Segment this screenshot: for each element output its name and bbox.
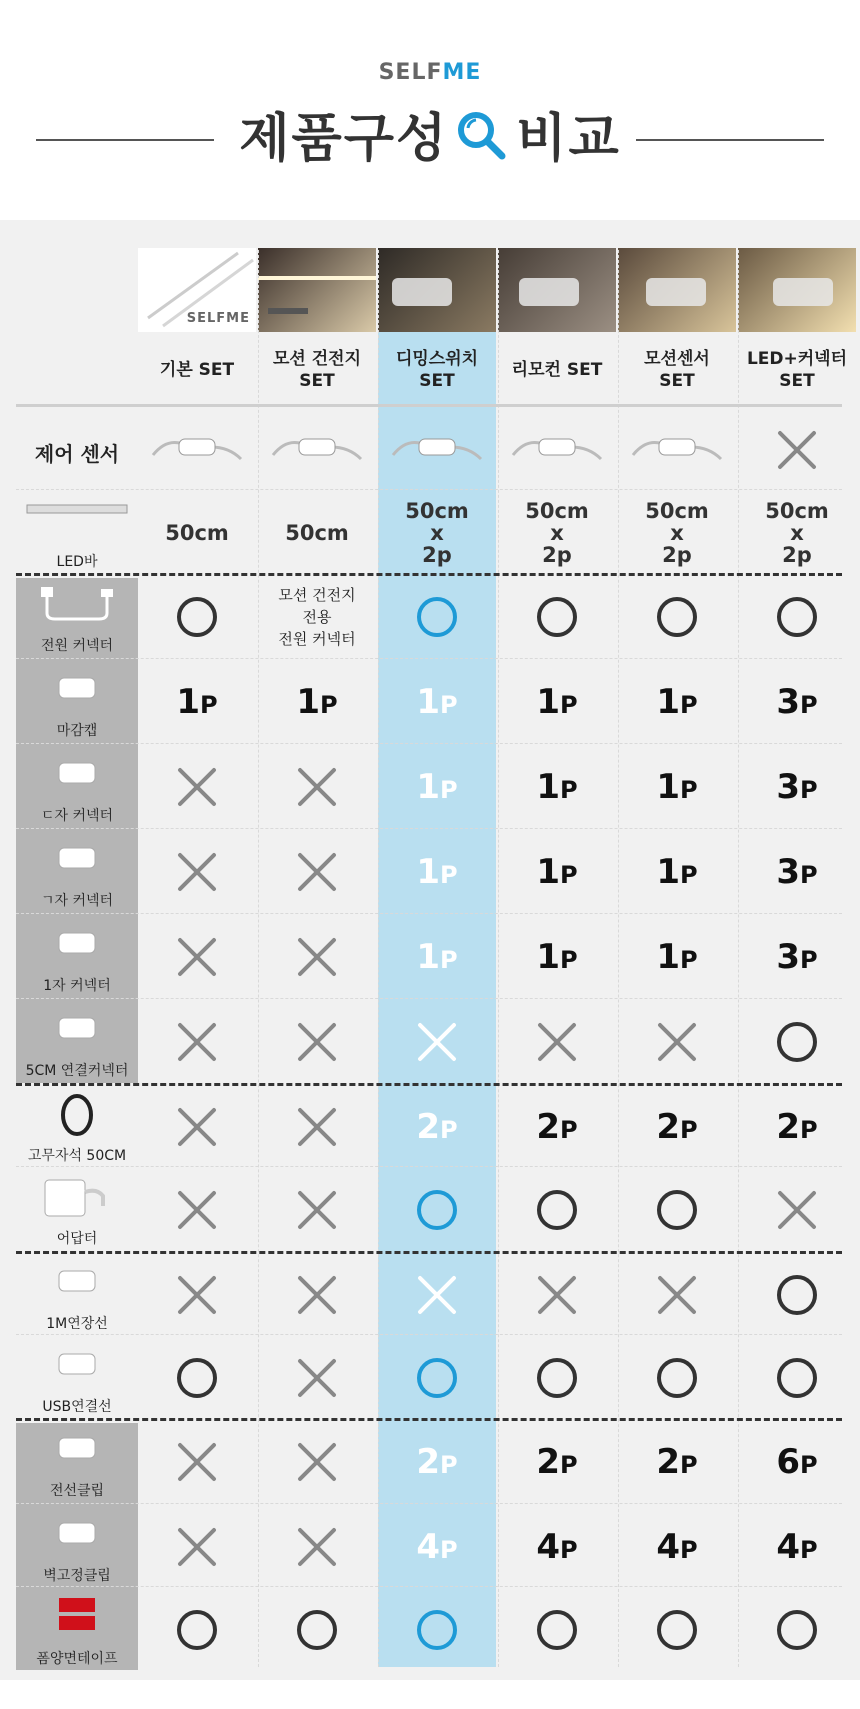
- cell: [738, 1253, 856, 1337]
- header: [0, 0, 860, 220]
- row-label: ㄷ자 커넥터: [40, 808, 114, 824]
- cell: [498, 408, 616, 492]
- brand-logo: SELFME: [378, 60, 482, 85]
- cell: [618, 1000, 736, 1084]
- cross-icon: [175, 1188, 219, 1232]
- cross-icon: [655, 1020, 699, 1064]
- cell: [738, 745, 856, 829]
- cell: [258, 1505, 376, 1589]
- product-name-6: LED+커넥터 SET: [746, 349, 848, 391]
- page-title: [0, 96, 860, 171]
- cell: [378, 1253, 496, 1337]
- cell: [258, 1336, 376, 1420]
- cell: [138, 1000, 256, 1084]
- quantity-value: 3P: [776, 937, 818, 977]
- cell: [618, 1336, 736, 1420]
- usb-cable-icon: [16, 1344, 138, 1384]
- wire-clip-icon: [16, 1428, 138, 1468]
- length-value: 50cm: [285, 521, 349, 545]
- cell: [498, 1253, 616, 1337]
- quantity-value: 1P: [656, 937, 698, 977]
- circle-icon: [177, 1358, 217, 1398]
- cross-icon: [415, 1020, 459, 1064]
- cell: [498, 1085, 616, 1169]
- product-name-5: 모션센서 SET: [644, 349, 710, 391]
- cell: [378, 575, 496, 659]
- circle-icon: [417, 597, 457, 637]
- note-text: 모션 건전지 전용 전원 커넥터: [278, 586, 356, 648]
- cell: [258, 915, 376, 999]
- cell: [498, 1000, 616, 1084]
- quantity-value: 6P: [776, 1442, 818, 1482]
- 5cm-connector-icon: [16, 1008, 138, 1048]
- row-label: 1M연장선: [46, 1316, 108, 1332]
- cell: [618, 1505, 736, 1589]
- cell: [738, 1420, 856, 1504]
- product-image-3: [378, 248, 496, 332]
- cell: [618, 408, 736, 492]
- cross-icon: [295, 1105, 339, 1149]
- cell: [378, 660, 496, 744]
- quantity-value: 1P: [536, 852, 578, 892]
- quantity-value: 2P: [416, 1107, 458, 1147]
- row-label: 5CM 연결커넥터: [25, 1063, 129, 1079]
- cell: [138, 915, 256, 999]
- cell: [138, 830, 256, 914]
- cell: [738, 1336, 856, 1420]
- cross-icon: [295, 1440, 339, 1484]
- quantity-value: 4P: [776, 1527, 818, 1567]
- product-image-2: [258, 248, 376, 332]
- circle-icon: [417, 1358, 457, 1398]
- cell: [378, 745, 496, 829]
- circle-icon: [537, 1610, 577, 1650]
- cell: [378, 408, 496, 492]
- title-left: 제품구성: [239, 109, 449, 169]
- product-image-5: [618, 248, 736, 332]
- cross-icon: [415, 1273, 459, 1317]
- cell: [378, 491, 496, 575]
- cross-icon: [175, 850, 219, 894]
- quantity-value: 2P: [536, 1107, 578, 1147]
- quantity-value: 1P: [416, 937, 458, 977]
- cell: [258, 1000, 376, 1084]
- cell: [258, 660, 376, 744]
- cell: [618, 745, 736, 829]
- cell: [378, 1000, 496, 1084]
- cell: [258, 1253, 376, 1337]
- length-value: 50cm x 2p: [405, 499, 469, 567]
- length-value: 50cm x 2p: [525, 499, 589, 567]
- circle-icon: [537, 1190, 577, 1230]
- quantity-value: 3P: [776, 682, 818, 722]
- quantity-value: 1P: [536, 937, 578, 977]
- cell: [498, 491, 616, 575]
- cell: [138, 1168, 256, 1252]
- row-label: 마감캡: [56, 723, 98, 739]
- cell: [138, 1336, 256, 1420]
- cell: [138, 491, 256, 575]
- cell: [738, 830, 856, 914]
- row-label: 폼양면테이프: [36, 1651, 118, 1667]
- i-connector-icon: [16, 923, 138, 963]
- l-connector-icon: [16, 838, 138, 878]
- cell: [138, 408, 256, 492]
- cell: [378, 1336, 496, 1420]
- row-label: 벽고정클립: [43, 1568, 111, 1584]
- product-name-4: 리모컨 SET: [511, 360, 603, 380]
- row-label: LED바: [56, 554, 98, 570]
- length-value: 50cm x 2p: [645, 499, 709, 567]
- quantity-value: 1P: [296, 682, 338, 722]
- cell: [258, 575, 376, 659]
- cell: [618, 575, 736, 659]
- cell: [258, 1085, 376, 1169]
- cell: [138, 745, 256, 829]
- cell: [378, 1505, 496, 1589]
- cross-icon: [295, 765, 339, 809]
- cell: [138, 1253, 256, 1337]
- cell: [738, 408, 856, 492]
- row-label: 전선클립: [49, 1483, 105, 1499]
- cell: [378, 830, 496, 914]
- quantity-value: 3P: [776, 767, 818, 807]
- rubber-magnet-icon: [16, 1093, 138, 1137]
- cross-icon: [295, 1188, 339, 1232]
- cell: [138, 1085, 256, 1169]
- cross-icon: [295, 1273, 339, 1317]
- cell: [498, 1588, 616, 1672]
- cell: [738, 575, 856, 659]
- product-image-4: [498, 248, 616, 332]
- cross-icon: [535, 1273, 579, 1317]
- quantity-value: 1P: [416, 767, 458, 807]
- extension-cable-icon: [16, 1261, 138, 1301]
- cell: [498, 660, 616, 744]
- product-name-2: 모션 건전지 SET: [272, 349, 362, 391]
- wall-clip-icon: [16, 1513, 138, 1553]
- quantity-value: 2P: [656, 1107, 698, 1147]
- cross-icon: [175, 1440, 219, 1484]
- circle-icon: [657, 1358, 697, 1398]
- magnifier-icon: [454, 108, 510, 164]
- cell: [258, 408, 376, 492]
- adapter-icon: [16, 1176, 138, 1220]
- cross-icon: [295, 850, 339, 894]
- row-label: USB연결선: [42, 1399, 112, 1415]
- cell: [618, 491, 736, 575]
- circle-icon: [657, 1190, 697, 1230]
- cross-icon: [775, 428, 819, 472]
- cross-icon: [175, 935, 219, 979]
- cell: [498, 915, 616, 999]
- foam-tape-icon: [16, 1596, 138, 1632]
- led-bar-icon: [16, 499, 138, 519]
- title-right: 비교: [516, 109, 621, 169]
- quantity-value: 1P: [656, 852, 698, 892]
- cell: [258, 1420, 376, 1504]
- circle-icon: [777, 1358, 817, 1398]
- cell: [498, 1505, 616, 1589]
- circle-icon: [777, 1022, 817, 1062]
- cell: [738, 1505, 856, 1589]
- cell: [738, 1000, 856, 1084]
- cell: [618, 1588, 736, 1672]
- cell: [138, 1505, 256, 1589]
- header-divider: [16, 404, 842, 407]
- cell: [258, 830, 376, 914]
- quantity-value: 1P: [656, 682, 698, 722]
- cell: [618, 830, 736, 914]
- cross-icon: [175, 765, 219, 809]
- product-image-6: [738, 248, 856, 332]
- length-value: 50cm: [165, 521, 229, 545]
- cross-icon: [535, 1020, 579, 1064]
- power-connector-icon: [16, 583, 138, 623]
- cell: [498, 1168, 616, 1252]
- row-label: 전원 커넥터: [40, 638, 114, 654]
- quantity-value: 1P: [656, 767, 698, 807]
- cross-icon: [775, 1188, 819, 1232]
- cell: [618, 1420, 736, 1504]
- cell: [498, 830, 616, 914]
- cell: [258, 1168, 376, 1252]
- cell: [498, 1336, 616, 1420]
- sensor-device-icon: [509, 425, 605, 475]
- cell: [618, 915, 736, 999]
- circle-icon: [177, 1610, 217, 1650]
- quantity-value: 4P: [656, 1527, 698, 1567]
- cell: [378, 1588, 496, 1672]
- cell: [138, 575, 256, 659]
- cell: [618, 660, 736, 744]
- row-label: 1자 커넥터: [43, 978, 111, 994]
- circle-icon: [537, 1358, 577, 1398]
- u-connector-icon: [16, 753, 138, 793]
- quantity-value: 2P: [656, 1442, 698, 1482]
- quantity-value: 1P: [536, 682, 578, 722]
- circle-icon: [657, 1610, 697, 1650]
- cell: [618, 1168, 736, 1252]
- cell: [618, 1085, 736, 1169]
- sensor-device-icon: [629, 425, 725, 475]
- cell: [498, 745, 616, 829]
- cell: [258, 745, 376, 829]
- cell: [738, 1168, 856, 1252]
- circle-icon: [777, 1610, 817, 1650]
- row-label: 고무자석 50CM: [27, 1148, 127, 1164]
- cell: [378, 1420, 496, 1504]
- quantity-value: 3P: [776, 852, 818, 892]
- row-label: 어답터: [56, 1231, 98, 1247]
- cross-icon: [295, 1020, 339, 1064]
- end-cap-icon: [16, 668, 138, 708]
- circle-icon: [657, 597, 697, 637]
- circle-icon: [777, 597, 817, 637]
- quantity-value: 4P: [536, 1527, 578, 1567]
- cross-icon: [295, 935, 339, 979]
- quantity-value: 1P: [176, 682, 218, 722]
- sensor-device-icon: [389, 425, 485, 475]
- circle-icon: [777, 1275, 817, 1315]
- cell: [738, 660, 856, 744]
- cell: [378, 1085, 496, 1169]
- row-label: 제어 센서: [34, 442, 120, 466]
- product-name-1: 기본 SET: [159, 360, 235, 380]
- cross-icon: [175, 1105, 219, 1149]
- cell: [618, 1253, 736, 1337]
- product-name-3: 디밍스위치 SET: [395, 349, 479, 391]
- cell: [498, 1420, 616, 1504]
- cell: [138, 1588, 256, 1672]
- quantity-value: 1P: [416, 852, 458, 892]
- cell: [498, 575, 616, 659]
- quantity-value: 2P: [776, 1107, 818, 1147]
- circle-icon: [537, 597, 577, 637]
- cross-icon: [175, 1020, 219, 1064]
- length-value: 50cm x 2p: [765, 499, 829, 567]
- cell: [738, 491, 856, 575]
- circle-icon: [297, 1610, 337, 1650]
- cell: [258, 1588, 376, 1672]
- quantity-value: 2P: [536, 1442, 578, 1482]
- quantity-value: 1P: [416, 682, 458, 722]
- cross-icon: [175, 1273, 219, 1317]
- cross-icon: [175, 1525, 219, 1569]
- cell: [378, 915, 496, 999]
- sensor-device-icon: [269, 425, 365, 475]
- row-label: ㄱ자 커넥터: [40, 893, 114, 909]
- quantity-value: 1P: [536, 767, 578, 807]
- cross-icon: [295, 1356, 339, 1400]
- cell: [138, 1420, 256, 1504]
- product-image-1: [138, 248, 256, 332]
- circle-icon: [177, 597, 217, 637]
- cell: [738, 1588, 856, 1672]
- cell: [138, 660, 256, 744]
- cross-icon: [655, 1273, 699, 1317]
- cell: [738, 915, 856, 999]
- cell: [258, 491, 376, 575]
- quantity-value: 4P: [416, 1527, 458, 1567]
- quantity-value: 2P: [416, 1442, 458, 1482]
- circle-icon: [417, 1190, 457, 1230]
- product-image-label: SELFME: [186, 311, 250, 326]
- cross-icon: [295, 1525, 339, 1569]
- cell: [378, 1168, 496, 1252]
- cell: [738, 1085, 856, 1169]
- sensor-device-icon: [149, 425, 245, 475]
- circle-icon: [417, 1610, 457, 1650]
